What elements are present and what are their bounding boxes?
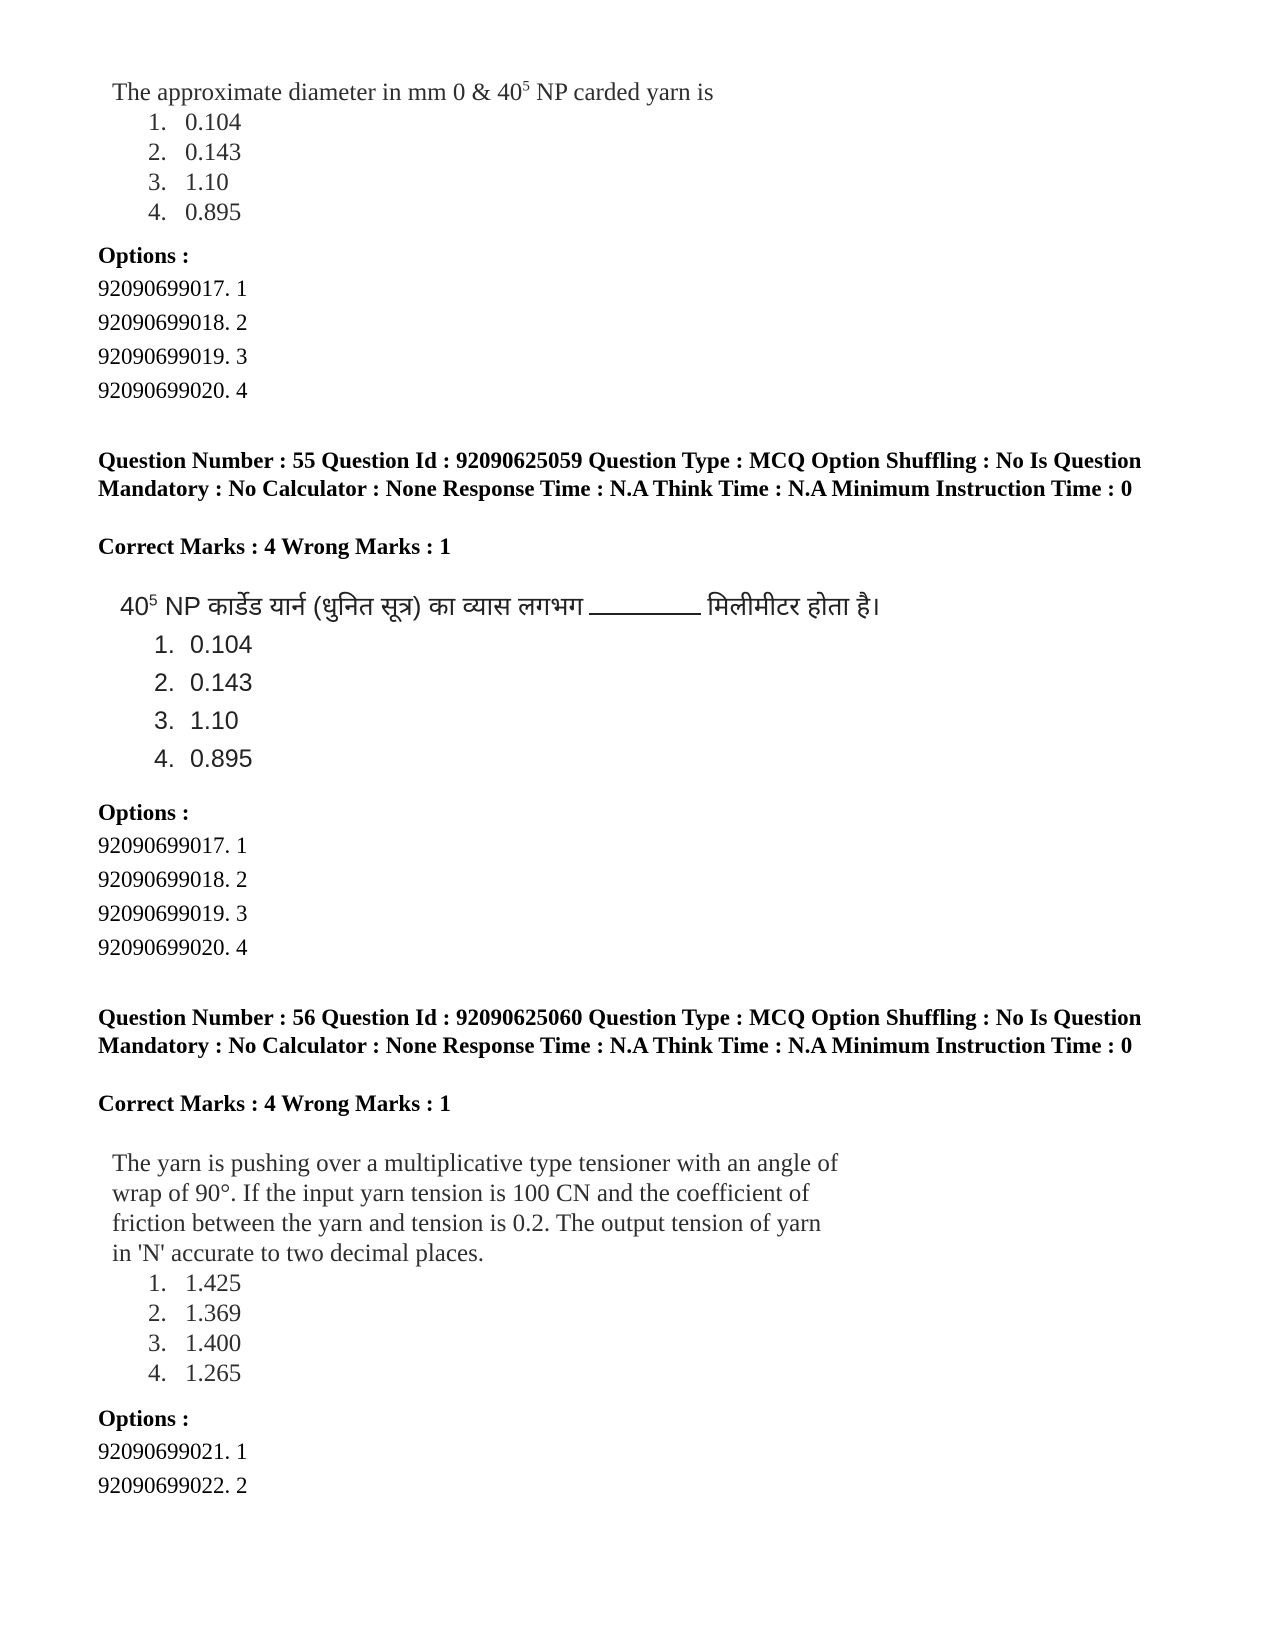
question-56-marks: Correct Marks : 4 Wrong Marks : 1 <box>98 1091 451 1116</box>
choice-item: 3. 1.10 <box>148 169 229 196</box>
choice-item: 1. 0.104 <box>148 109 242 136</box>
fill-blank <box>589 591 701 615</box>
option-item: 92090699021. 1 <box>98 1439 248 1464</box>
choice-item: 3. 1.10 <box>154 707 239 735</box>
question-54-image <box>112 78 912 228</box>
option-item: 92090699019. 3 <box>98 344 248 369</box>
question-56-image <box>112 1149 1012 1389</box>
stem-line: in 'N' accurate to two decimal places. <box>112 1240 485 1267</box>
question-55-stem: $40^5$ NP कार्डेड यार्न (धुनित सूत्र) का व्यास लगभग मिलीमीटर होता है। <box>120 591 881 621</box>
question-56-stem <box>112 1149 1012 1269</box>
option-item: 92090699020. 4 <box>98 935 248 960</box>
option-item: 92090699020. 4 <box>98 378 248 403</box>
option-item: 92090699018. 2 <box>98 867 248 892</box>
option-item: 92090699019. 3 <box>98 901 248 926</box>
question-56-header: Question Number : 56 Question Id : 92090625060 Question Type : MCQ Option Shuffling : No Is Question Mandatory : No Calculator : None Response Time : N.A Think Time : N.A Minimum Instruction Time : 0 <box>98 1005 1142 1058</box>
stem-line: friction between the yarn and tension is 0.2. The output tension of yarn <box>112 1210 822 1237</box>
options-heading: Options : <box>98 1406 190 1431</box>
choice-item: 2. 0.143 <box>154 669 253 697</box>
question-56-choices <box>148 1269 1012 1389</box>
question-55-marks: Correct Marks : 4 Wrong Marks : 1 <box>98 534 451 559</box>
choice-item: 4. 0.895 <box>148 199 242 226</box>
question-54-choices <box>148 108 912 228</box>
choice-item: 1. 0.104 <box>154 631 253 659</box>
question-55-choices <box>154 626 920 778</box>
option-item: 92090699017. 1 <box>98 833 248 858</box>
options-heading: Options : <box>98 243 190 268</box>
question-54-stem: The approximate diameter in mm 0 & $40^5$ NP carded yarn is <box>112 78 714 106</box>
option-item: 92090699018. 2 <box>98 310 248 335</box>
options-list <box>98 829 248 965</box>
option-item: 92090699017. 1 <box>98 276 248 301</box>
choice-item: 3. 1.400 <box>148 1330 242 1357</box>
choice-item: 1. 1.425 <box>148 1270 242 1297</box>
stem-line: wrap of 90°. If the input yarn tension is 100 CN and the coefficient of <box>112 1180 810 1207</box>
stem-line: The yarn is pushing over a multiplicative type tensioner with an angle of <box>112 1150 839 1177</box>
option-item: 92090699022. 2 <box>98 1473 248 1498</box>
question-55-header: Question Number : 55 Question Id : 92090625059 Question Type : MCQ Option Shuffling : No Is Question Mandatory : No Calculator : None Response Time : N.A Think Time : N.A Minimum Instruction Time : 0 <box>98 448 1142 501</box>
options-list <box>98 272 248 408</box>
choice-item: 2. 1.369 <box>148 1300 242 1327</box>
question-55-image <box>120 590 920 778</box>
options-list <box>98 1435 248 1503</box>
choice-item: 4. 1.265 <box>148 1360 242 1387</box>
choice-item: 4. 0.895 <box>154 745 253 773</box>
options-heading: Options : <box>98 800 190 825</box>
choice-item: 2. 0.143 <box>148 139 242 166</box>
